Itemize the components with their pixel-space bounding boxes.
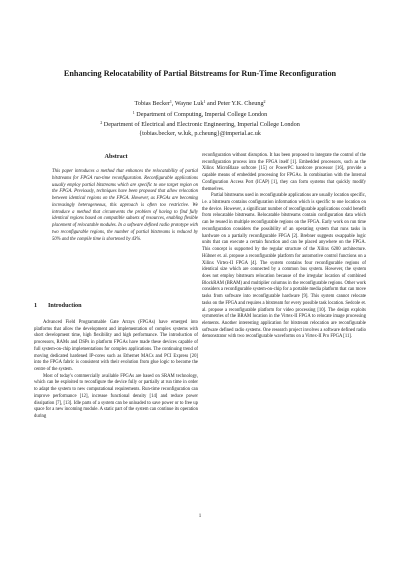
author-block xyxy=(20,98,380,138)
section-title: Introduction xyxy=(48,302,82,309)
paragraph: reconfiguration without disruption. It has been proposed to integrate the control of the reconfiguration process into the FPGA itself [1]. Embedded processors, such as the Xilinx MicroBlaze softcore [15] or PowerPC hardcore processor [16], provide a capable means of embedded processing for FPGAs. In combination with the Internal Configuration Access Port (ICAP) [1], they can form systems that quickly modify themselves. xyxy=(202,153,366,192)
abstract-text: This paper introduces a method that enhances the relocatability of partial bitstreams for FPGA run-time reconfiguration. Reconfigurable applications usually employ partial bitstreams which are specific to one target region on the FPGA. Previously, techniques have been proposed that allow relocation between identical regions on the FPGA. However, as FPGAs are becoming increasingly heterogeneous, this approach is often too restrictive. We introduce a method that circumvents the problem of having to find fully identical regions based on compatible subsets of resources, enabling flexible placement of relocatable modules. In a software defined radio prototype with two reconfigurable regions, the number of partial bitstreams is reduced by 50% and the compile time is shortened by 43%. xyxy=(52,169,198,242)
abstract-heading: Abstract xyxy=(104,153,128,160)
paragraph: Most of today's commercially available FPGAs are based on SRAM technology, which can be exploited to reconfigure the device fully or partially at run time in order to adapt the system to new computational requirements. Run-time reconfiguration can improve performance [12], increase functional density [14] and reduce power dissipation [7], [13]. Idle parts of a system can be unloaded to save power or to free up space for a new incoming module. A static part of the system can continue its operation during xyxy=(34,373,198,420)
paragraph: Advanced Field Programmable Gate Arrays (FPGAs) have emerged into platforms that allow the development and implementation of complex systems with short development time, high flexibility and high performance. The introduction of processors, RAMs and DSPs in platform FPGAs have made these devices capable of full system-on-chip implementations for complex applications. The continuing trend of moving dedicated hardened IP-cores such as Ethernet MACs and PCI Express [20] into the FPGA fabric is consistent with their evolution from glue logic to become the centre of the system. xyxy=(34,320,198,373)
section-number: 1 xyxy=(34,302,38,309)
page-number: 1 xyxy=(198,514,202,519)
author-emails: {tobias.becker, w.luk, p.cheung}@imperial.ac.uk xyxy=(139,129,261,137)
left-column-body xyxy=(34,320,198,421)
author-names: Tobias Becker$^1$, Wayne Luk$^1$ and Peter Y.K. Cheung$^2$ xyxy=(134,99,266,107)
paragraph: Partial bitstreams used in reconfigurable applications are usually location specific, i.e. a bitstream contains configuration information which is specific to one location on the device. However, a significant number of reconfigurable applications could benefit from relocatable bitstreams. Relocatable bitstreams contain configuration data which can be reused in multiple reconfigurable regions on the FPGA. Early work on run time reconfiguration considers the possibility of an operating system that runs tasks in hardware on a partially reconfigurable FPGA [2]. Brebner suggests swappable logic units that can execute a certain function and can be placed anywhere on the FPGA. This concept is supported by the regular structure of the Xilinx 6200 architecture. Hübner et. al. propose a reconfigurable platform for automotive control functions on a Xilinx Virtex-II FPGA [4]. The system contains four reconfigurable regions of identical size which are connected by a common bus system. However, the system does not employ bitstream relocation because of the irregular location of combined BlockRAM (BRAM) and multiplier columns in the reconfigurable regions. Other work considers a reconfigurable system-on-chip for a portable media platform that can move tasks from software into reconfigurable hardware [9]. This system cannot relocate tasks on the FPGA and requires a bitstream for every possible task location. Sedcole et. al. propose a reconfigurable platform for video processing [10]. The design exploits symmetries of the BRAM location in the Virtex-II FPGA to relocate image processing elements. Another interesting application for bitstream relocation are reconfigurable software defined radio systems. One research project involves a software defined radio demonstrator with two reconfigurable waveforms on a Virtex-II Pro FPGA [11]. xyxy=(202,193,366,340)
paper-title: Enhancing Relocatability of Partial Bitstreams for Run-Time Reconfiguration xyxy=(63,69,337,78)
right-column-body xyxy=(202,153,366,341)
section-heading xyxy=(34,302,198,309)
affiliation-1: $^1$ Department of Computing, Imperial College London xyxy=(132,109,268,118)
affiliation-2: $^2$ Department of Electrical and Electronic Engineering, Imperial College London xyxy=(100,120,300,129)
